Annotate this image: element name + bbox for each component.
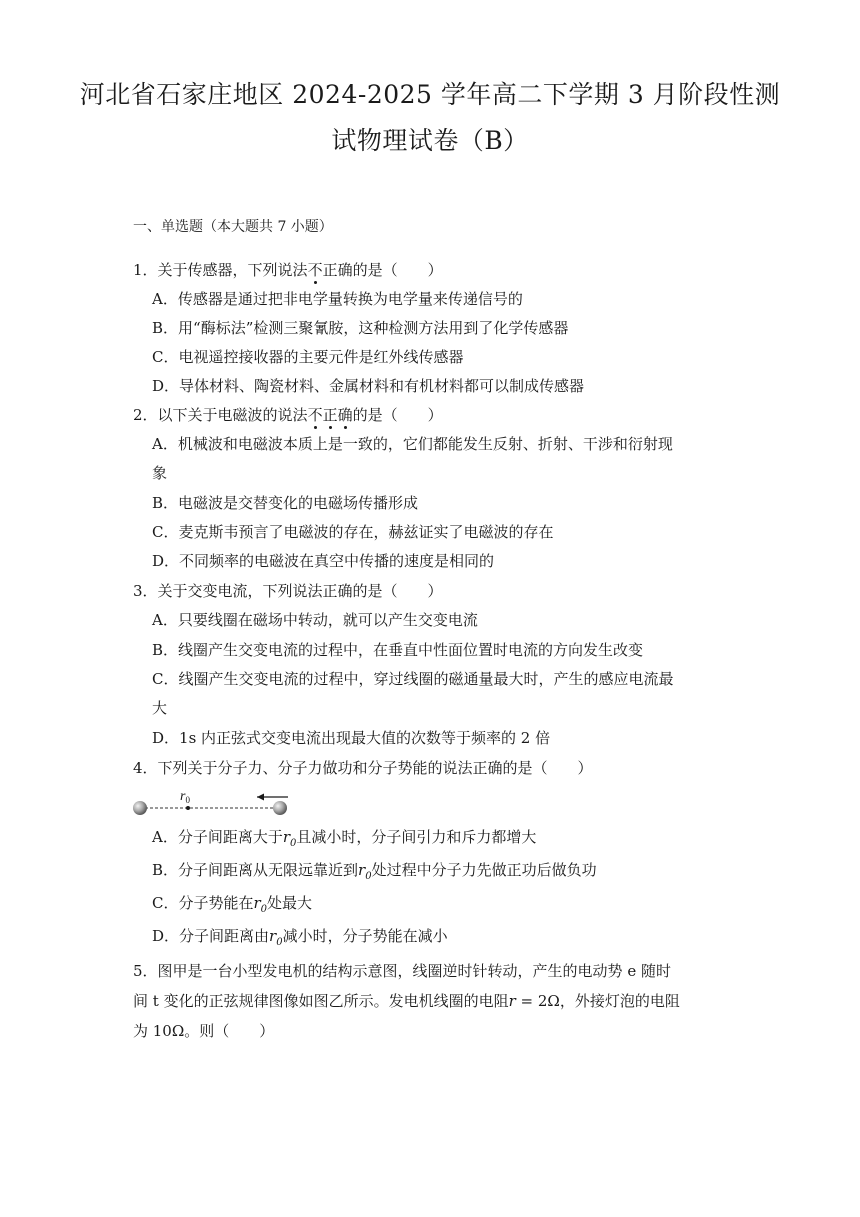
question-stem-text: 的是（ ） [352, 406, 443, 424]
question-number: 2． [133, 406, 158, 424]
question-3-option-d: D．1s 内正弦式交变电流出现最大值的次数等于频率的 2 倍 [152, 729, 551, 747]
question-5-line-3: 为 10Ω。则（ ） [133, 1022, 275, 1040]
r0-symbol: $r_0$ [358, 861, 372, 882]
option-text: 处最大 [267, 894, 313, 912]
question-stem-text: 下列关于分子力、分子力做功和分子势能的说法正确的是（ ） [157, 759, 593, 777]
question-2-option-a: A．机械波和电磁波本质上是一致的，它们都能发生反射、折射、干涉和衍射现 [152, 435, 673, 453]
option-text: 处过程中分子力先做正功后做负功 [371, 861, 597, 879]
resistance-symbol: r [508, 992, 516, 1010]
question-4-option-d [152, 922, 737, 957]
r0-symbol: $r_0$ [282, 828, 297, 849]
emphasis-text [308, 406, 353, 424]
exam-title-line-2: 试物理试卷（B） [331, 126, 529, 155]
question-3-option-b: B．线圈产生交变电流的过程中，在垂直中性面位置时电流的方向发生改变 [152, 641, 644, 659]
question-3-option-a: A．只要线圈在磁场中转动，就可以产生交变电流 [152, 611, 478, 629]
moving-molecule-ball [273, 801, 287, 815]
question-number: 1． [133, 261, 158, 279]
question-3-stem [133, 577, 743, 606]
emphasis-char: 确 [338, 401, 353, 430]
question-4-option-c [152, 889, 737, 924]
question-stem-text: 关于交变电流，下列说法正确的是（ ） [157, 582, 443, 600]
question-4-option-b [152, 856, 737, 891]
question-stem-text: ，外接灯泡的电阻 [559, 992, 680, 1010]
question-1-option-b: B．用“酶标法”检测三聚氰胺，这种检测方法用到了化学传感器 [152, 319, 569, 337]
question-stem-text: 以下关于电磁波的说法 [157, 406, 308, 424]
question-5-line-1 [133, 956, 733, 986]
r0-label: $r_0$ [180, 789, 190, 805]
question-2-option-a-continued: 象 [152, 464, 168, 482]
question-stem-text: 图甲是一台小型发电机的结构示意图，线圈逆时针转动，产生的电动势 e 随时 [157, 962, 671, 980]
r0-symbol: $r_0$ [269, 927, 283, 948]
exam-title-line-1: 河北省石家庄地区 2024-2025 学年高二下学期 3 月阶段性测 [79, 80, 781, 109]
question-4-stem [133, 754, 743, 783]
emphasis-char: 不 [308, 401, 323, 430]
option-text: B．分子间距离从无限远靠近到 [152, 861, 359, 879]
question-stem-text: 正确的是（ ） [322, 261, 443, 279]
question-number: 5． [133, 962, 158, 980]
resistance-value: = 2Ω [515, 992, 560, 1010]
question-stem-text: 间 t 变化的正弦规律图像如图乙所示。发电机线圈的电阻 [133, 992, 509, 1010]
question-5-stem [133, 956, 733, 1046]
question-3-option-c-continued: 大 [152, 699, 168, 717]
fixed-molecule-ball [133, 801, 147, 815]
question-1-option-a: A．传感器是通过把非电学量转换为电学量来传递信号的 [152, 290, 523, 308]
emphasis-text: 不 [308, 256, 323, 285]
question-2-option-b: B．电磁波是交替变化的电磁场传播形成 [152, 494, 419, 512]
question-number: 4． [133, 759, 158, 777]
question-number: 3． [133, 582, 158, 600]
option-text: A．分子间距离大于 [152, 828, 283, 846]
left-arrow-icon [257, 794, 264, 801]
option-text: 且减小时，分子间引力和斥力都增大 [296, 828, 537, 846]
question-2-stem [133, 401, 743, 430]
section-heading: 一、单选题（本大题共 7 小题） [133, 219, 333, 235]
question-3-option-c: C．线圈产生交变电流的过程中，穿过线圈的磁通量最大时，产生的感应电流最 [152, 670, 674, 688]
r0-position-dot [186, 806, 190, 810]
molecule-distance-diagram [130, 786, 295, 820]
question-1-option-c: C．电视遥控接收器的主要元件是红外线传感器 [152, 348, 464, 366]
question-1-stem [133, 256, 743, 285]
option-text: 减小时，分子势能在减小 [282, 927, 448, 945]
question-2-option-d: D．不同频率的电磁波在真空中传播的速度是相同的 [152, 552, 495, 570]
question-4-option-a [152, 823, 737, 858]
exam-title [60, 72, 800, 164]
question-5-line-2 [133, 986, 733, 1016]
question-stem-text: 关于传感器，下列说法 [157, 261, 308, 279]
question-2-option-c: C．麦克斯韦预言了电磁波的存在，赫兹证实了电磁波的存在 [152, 523, 554, 541]
r0-symbol: $r_0$ [253, 894, 268, 915]
option-text: C．分子势能在 [152, 894, 254, 912]
option-text: D．分子间距离由 [152, 927, 270, 945]
question-1-option-d: D．导体材料、陶瓷材料、金属材料和有机材料都可以制成传感器 [152, 377, 585, 395]
emphasis-char: 正 [323, 401, 338, 430]
